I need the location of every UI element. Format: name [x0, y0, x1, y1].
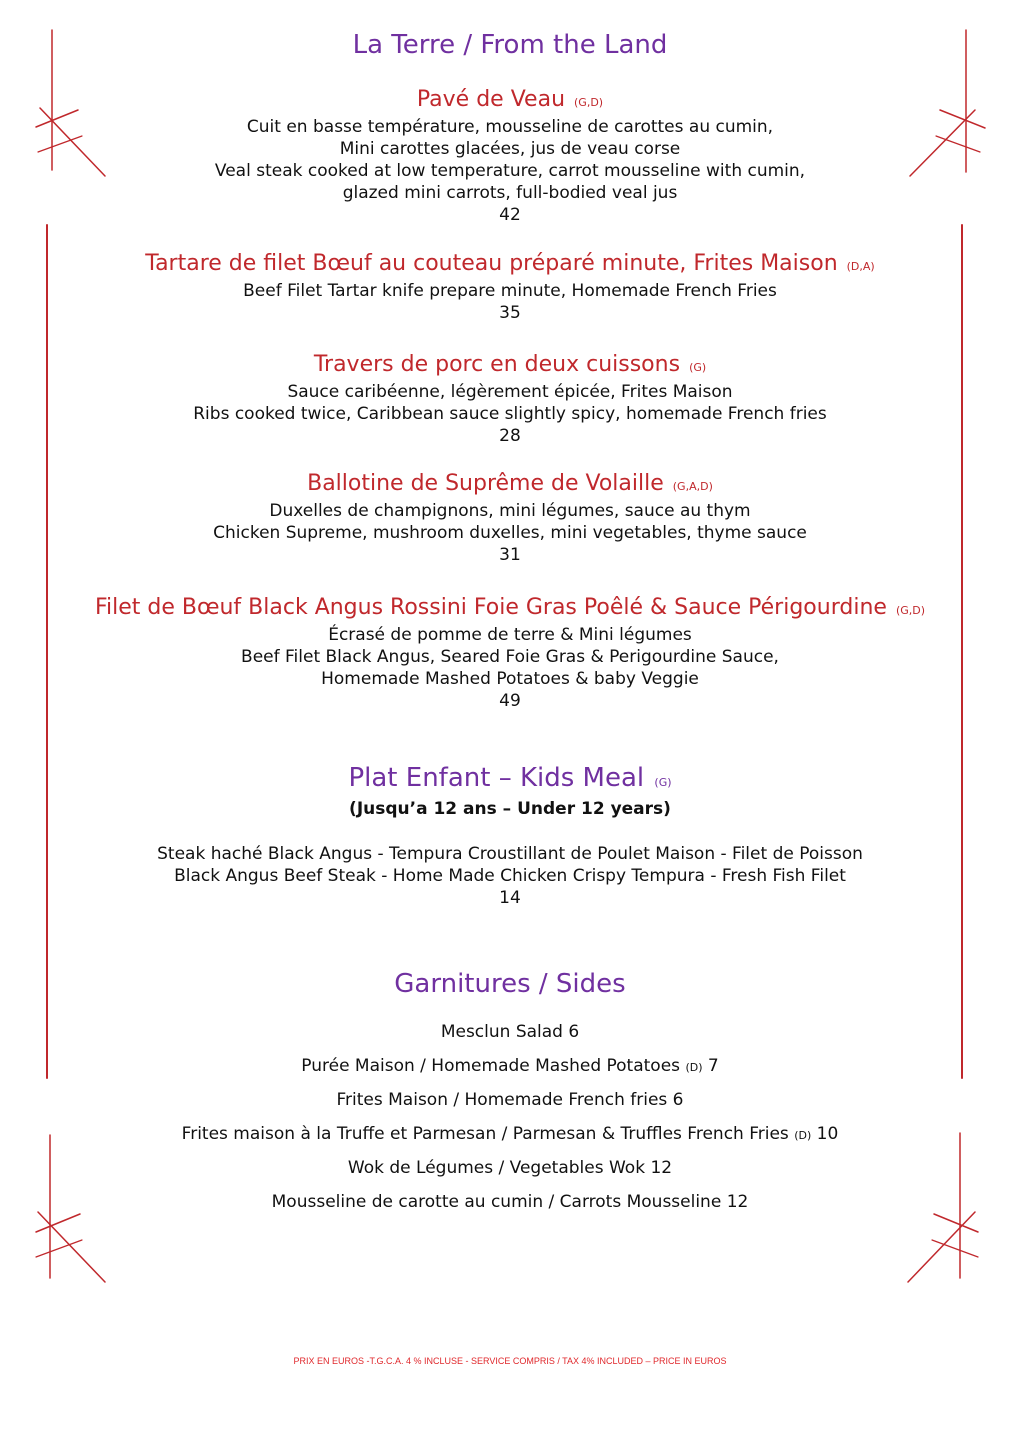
dish-description: Chicken Supreme, mushroom duxelles, mini vegetables, thyme sauce	[213, 523, 807, 543]
dish-name: Filet de Bœuf Black Angus Rossini Foie Gras Poêlé & Sauce Périgourdine (G,D)	[94, 595, 926, 620]
dish-description: Ribs cooked twice, Caribbean sauce slightly spicy, homemade French fries	[193, 404, 827, 424]
side-item: Frites maison à la Truffe et Parmesan / Parmesan & Truffles French Fries (D) 10	[181, 1124, 839, 1144]
dish-name: Tartare de filet Bœuf au couteau préparé minute, Frites Maison (D,A)	[145, 251, 875, 276]
section-title-sides: Garnitures / Sides	[394, 969, 626, 999]
allergen-codes: (G)	[689, 361, 707, 374]
section-title-land: La Terre / From the Land	[352, 30, 668, 60]
side-item: Frites Maison / Homemade French fries 6	[336, 1090, 684, 1110]
dish-item	[0, 87, 1020, 226]
sides-list	[0, 1021, 1020, 1225]
dish-item	[0, 251, 1020, 324]
dish-description: Cuit en basse température, mousseline de carottes au cumin,	[246, 117, 774, 137]
dish-price: 49	[499, 691, 521, 711]
dish-description: Beef Filet Tartar knife prepare minute, Homemade French Fries	[243, 281, 777, 301]
allergen-codes: (G,D)	[574, 96, 604, 109]
footer-note: PRIX EN EUROS -T.G.C.A. 4 % INCLUSE - SERVICE COMPRIS / TAX 4% INCLUDED – PRICE IN EUROS	[293, 1356, 727, 1366]
dish-item	[0, 471, 1020, 566]
allergen-codes: (D)	[794, 1129, 812, 1142]
dish-description: Sauce caribéenne, légèrement épicée, Frites Maison	[287, 382, 733, 402]
dish-name: Pavé de Veau (G,D)	[416, 87, 604, 112]
dish-description: glazed mini carrots, full-bodied veal jus	[342, 183, 678, 203]
allergen-codes: (G)	[654, 776, 672, 789]
side-item: Mousseline de carotte au cumin / Carrots Mousseline 12	[271, 1192, 749, 1212]
allergen-codes: (G,D)	[895, 604, 926, 617]
side-item: Purée Maison / Homemade Mashed Potatoes (D) 7	[301, 1056, 719, 1076]
kids-age-note: (Jusqu’a 12 ans – Under 12 years)	[349, 799, 671, 819]
dish-name: Travers de porc en deux cuissons (G)	[313, 352, 707, 377]
side-item: Wok de Légumes / Vegetables Wok 12	[347, 1158, 673, 1178]
allergen-codes: (D)	[685, 1061, 703, 1074]
dish-name: Ballotine de Suprême de Volaille (G,A,D)	[307, 471, 713, 496]
dish-description: Mini carottes glacées, jus de veau corse	[339, 139, 681, 159]
side-item: Mesclun Salad 6	[440, 1022, 580, 1042]
allergen-codes: (G,A,D)	[672, 480, 713, 493]
dish-description: Duxelles de champignons, mini légumes, sauce au thym	[269, 501, 751, 521]
kids-meal-title: Plat Enfant – Kids Meal (G)	[348, 763, 672, 793]
dish-price: 42	[499, 205, 521, 225]
dish-price: 28	[499, 426, 521, 446]
dish-description: Veal steak cooked at low temperature, carrot mousseline with cumin,	[214, 161, 806, 181]
dish-description: Steak haché Black Angus - Tempura Croustillant de Poulet Maison - Filet de Poisson	[157, 844, 863, 864]
dish-price: 35	[499, 303, 521, 323]
dish-item	[0, 352, 1020, 447]
spacer	[0, 820, 1020, 843]
dish-description: Black Angus Beef Steak - Home Made Chicken Crispy Tempura - Fresh Fish Filet	[174, 866, 846, 886]
dish-price: 14	[499, 888, 521, 908]
dish-item	[0, 595, 1020, 712]
dish-description: Écrasé de pomme de terre & Mini légumes	[328, 625, 692, 645]
dish-price: 31	[499, 545, 521, 565]
kids-meal	[0, 763, 1020, 909]
dish-description: Beef Filet Black Angus, Seared Foie Gras & Perigourdine Sauce,	[241, 647, 779, 667]
dish-description: Homemade Mashed Potatoes & baby Veggie	[321, 669, 699, 689]
allergen-codes: (D,A)	[846, 260, 875, 273]
